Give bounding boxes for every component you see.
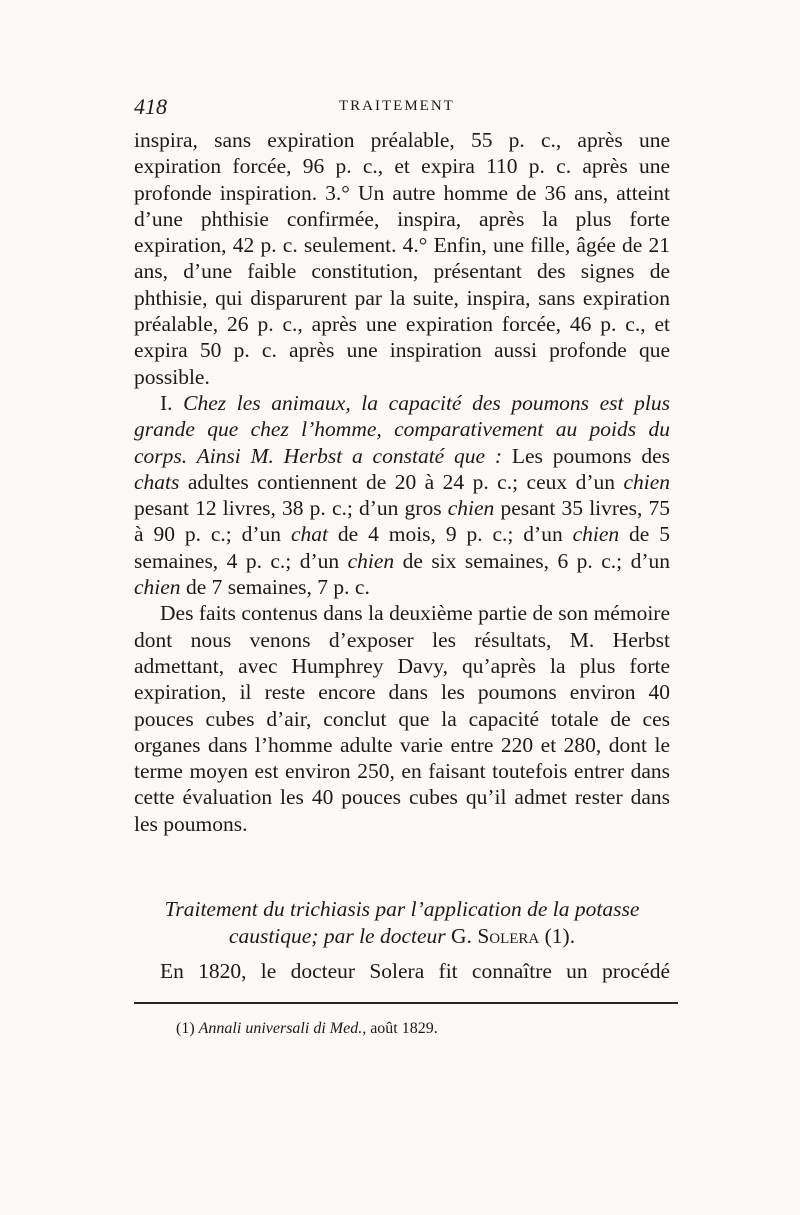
- article-title-text: Traitement du trichiasis par l’application de la potasse caustique; par le docteur: [164, 897, 640, 948]
- text-run: de 7 semaines, 7 p. c.: [180, 575, 370, 600]
- author-surname: Solera: [477, 924, 540, 948]
- paragraph-conclusion: Des faits contenus dans la deuxième partie de son mémoire dont nous venons d’exposer les résultats, M. Herbst admettant, avec Humphrey Davy, qu’après la plus forte expiration, il reste encore dans les poumons environ 40 pouces cubes d’air, conclut que la capacité totale de ces organes dans l’homme adulte varie entre 220 et 280, dont le terme moyen est environ 250, en faisant toutefois entrer dans cette évaluation les 40 pouces cubes qu’il admet rester dans les poumons.: [134, 601, 670, 836]
- footnote-date: , août 1829.: [362, 1020, 438, 1037]
- text-run: adultes contiennent de 20 à 24 p. c.; ceux d’un: [179, 469, 624, 494]
- paragraph-number: I.: [160, 390, 184, 415]
- text-run: de six semaines, 6 p. c.; d’un: [394, 548, 670, 573]
- italic-word: chat: [290, 522, 328, 547]
- text-run: pesant 35 livres, 75 à 90 p. c.; d’un: [134, 496, 670, 547]
- footnote-reference: (1).: [544, 924, 576, 948]
- footnote: [176, 1020, 438, 1038]
- italic-word: chien: [347, 548, 395, 573]
- paragraph-continuation: inspira, sans expiration préalable, 55 p. c., après une expiration forcée, 96 p. c., et expira 110 p. c. après une profonde inspiration. 3.° Un autre homme de 36 ans, atteint d’une phthisie confirmée, inspira, après la plus forte expiration, 42 p. c. seulement. 4.° Enfin, une fille, âgée de 21 ans, d’une faible constitution, présentant des signes de phthisie, qui disparurent par la suite, inspira, sans expiration préalable, 26 p. c., après une expiration forcée, 46 p. c., et expira 50 p. c. après une inspiration aussi profonde que possible.: [134, 128, 670, 389]
- footnote-source: Annali universali di Med.: [198, 1020, 363, 1037]
- text-run: de 5 semaines, 4 p. c.; d’un: [134, 522, 670, 573]
- text-run: Les poumons des: [502, 443, 670, 468]
- footnote-number: (1): [176, 1020, 195, 1037]
- running-head: TRAITEMENT: [339, 98, 455, 114]
- italic-thesis: Chez les animaux, la capacité des poumons est plus grande que chez l’homme, comparativement au poids du corps. Ainsi M. Herbst a constaté que :: [134, 390, 670, 468]
- footnote-rule: [134, 1002, 678, 1004]
- italic-word: chien: [623, 469, 670, 494]
- article-title: [134, 896, 670, 950]
- italic-word: chats: [134, 469, 180, 494]
- italic-word: chien: [572, 522, 620, 547]
- body-text: [134, 127, 670, 837]
- italic-word: chien: [134, 575, 181, 600]
- text-run: pesant 12 livres, 38 p. c.; d’un gros: [134, 496, 448, 521]
- page-header: [134, 94, 678, 122]
- page-number: 418: [134, 94, 167, 119]
- paragraph-animals: [134, 390, 670, 600]
- article-first-line: En 1820, le docteur Solera fit connaître un procédé: [160, 959, 670, 983]
- author-initial: G.: [451, 924, 472, 948]
- italic-word: chien: [447, 496, 495, 521]
- text-run: de 4 mois, 9 p. c.; d’un: [328, 522, 573, 547]
